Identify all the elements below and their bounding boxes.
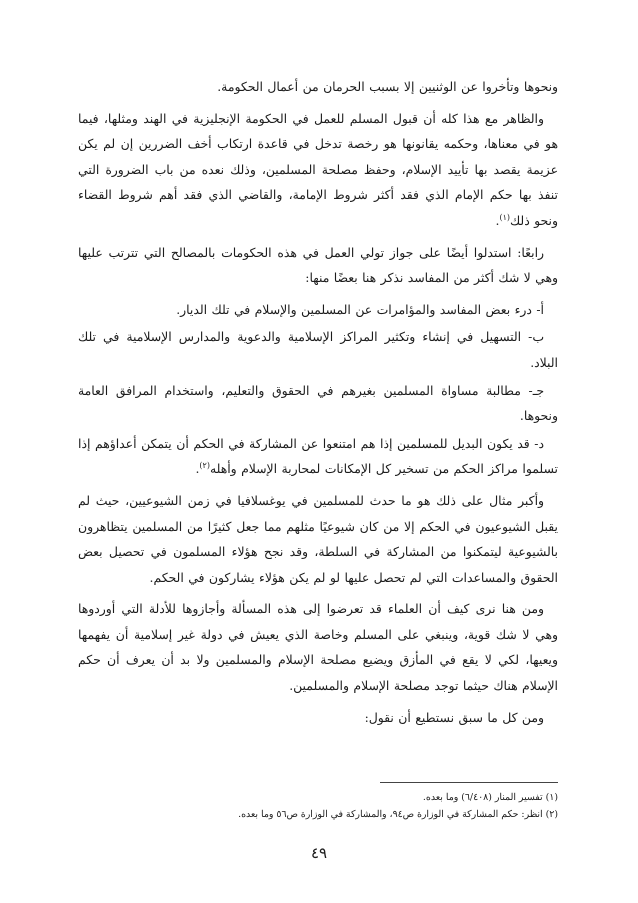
list-item-b-text: ب- التسهيل في إنشاء وتكثير المراكز الإسلامية والدعوية والمدارس الإسلامية في تلك البلاد. bbox=[78, 329, 558, 370]
footnotes bbox=[78, 782, 558, 823]
paragraph-1-text: ونحوها وتأخروا عن الوثنيين إلا بسبب الحرمان من أعمال الحكومة. bbox=[217, 79, 558, 94]
list-item-c bbox=[78, 378, 558, 429]
paragraph-9 bbox=[78, 596, 558, 698]
footnote-divider bbox=[380, 782, 558, 783]
footnote-ref-2: (٢) bbox=[199, 461, 210, 471]
paragraph-3 bbox=[78, 240, 558, 291]
footnote-1: (١) تفسير المنار (٦/٤٠٨) وما بعده. bbox=[422, 792, 558, 803]
paragraph-8-text: وأكبر مثال على ذلك هو ما حدث للمسلمين في يوغسلافيا في زمن الشيوعيين، حيث لم يقبل الشيوعيون في الحكم إلا من كان شيوعيًا مثلهم مما جعل كثيرًا من المسلمين يتظاهرون بالشيوعية ليتمكنوا من المشاركة في السلطة، وقد نجح هؤلاء المسلمون في تحصيل بعض الحقوق والمساعدات التي لم تحصل عليها لو لم يكن هؤلاء يشاركون في الحكم. bbox=[78, 492, 558, 585]
paragraph-1 bbox=[78, 74, 558, 100]
footnote-ref-1: (١) bbox=[499, 212, 510, 222]
paragraph-10-text: ومن كل ما سبق نستطيع أن نقول: bbox=[364, 709, 544, 725]
footnote-2: (٢) انظر: حكم المشاركة في الوزارة ص٩٤، والمشاركة في الوزارة ص٥٦ وما بعده. bbox=[238, 809, 558, 820]
page-body bbox=[78, 74, 558, 736]
paragraph-2-text: والظاهر مع هذا كله أن قبول المسلم للعمل في الحكومة الإنجليزية في الهند ومثلها، فيما هو في معناها، وحكمه يقانونها هو رخصة تدخل في قاعدة ارتكاب أخف الضررين إن لم يكن عزيمة يقصد بها تأييد الإسلام، وحفظ مصلحة المسلمين، وذلك نعده من باب الضرورة التي تنفذ بها حكم الإمام الذي فقد أكثر شروط الإمامة، والقاضي الذي فقد أهم شروط القضاء ونحو ذلك bbox=[78, 110, 558, 228]
paragraph-2-period: . bbox=[495, 212, 500, 228]
list-item-b bbox=[78, 324, 558, 375]
paragraph-10 bbox=[78, 705, 558, 731]
list-item-a bbox=[78, 297, 558, 323]
list-item-d-text: د- قد يكون البديل للمسلمين إذا هم امتنعوا عن المشاركة في الحكم أن يتمكن أعداؤهم إذا تسلموا مراكز الحكم من تسخير كل الإمكانات لمحاربة الإسلام وأهله bbox=[78, 435, 558, 477]
page-number: ٤٩ bbox=[310, 844, 328, 862]
paragraph-3-text: رابعًا: استدلوا أيضًا على جواز تولي العمل في هذه الحكومات بالمصالح التي تترتب عليها وهي لا شك أكثر من المفاسد نذكر هنا بعضًا منها: bbox=[78, 244, 558, 286]
paragraph-9-text: ومن هنا نرى كيف أن العلماء قد تعرضوا إلى هذه المسألة وأجازوها للأدلة التي أوردوها وهي لا شك قوية، وينبغي على المسلم وخاصة الذي يعيش في دولة غير إسلامية أن يفهمها ويعيها، لكي لا يقع في المأزق ويضيع مصلحة الإسلام والمسلمين ولا بد أن يعرف أن حكم الإسلام هناك حيثما توجد مصلحة الإسلام والمسلمين. bbox=[78, 601, 558, 694]
list-item-d bbox=[78, 431, 558, 482]
list-item-d-period: . bbox=[195, 461, 200, 477]
paragraph-2 bbox=[78, 106, 558, 234]
list-item-a-text: أ- درء بعض المفاسد والمؤامرات عن المسلمين والإسلام في تلك الديار. bbox=[176, 301, 544, 317]
list-item-c-text: جـ- مطالبة مساواة المسلمين بغيرهم في الحقوق والتعليم، واستخدام المرافق العامة ونحوها. bbox=[78, 382, 558, 424]
paragraph-8 bbox=[78, 488, 558, 590]
